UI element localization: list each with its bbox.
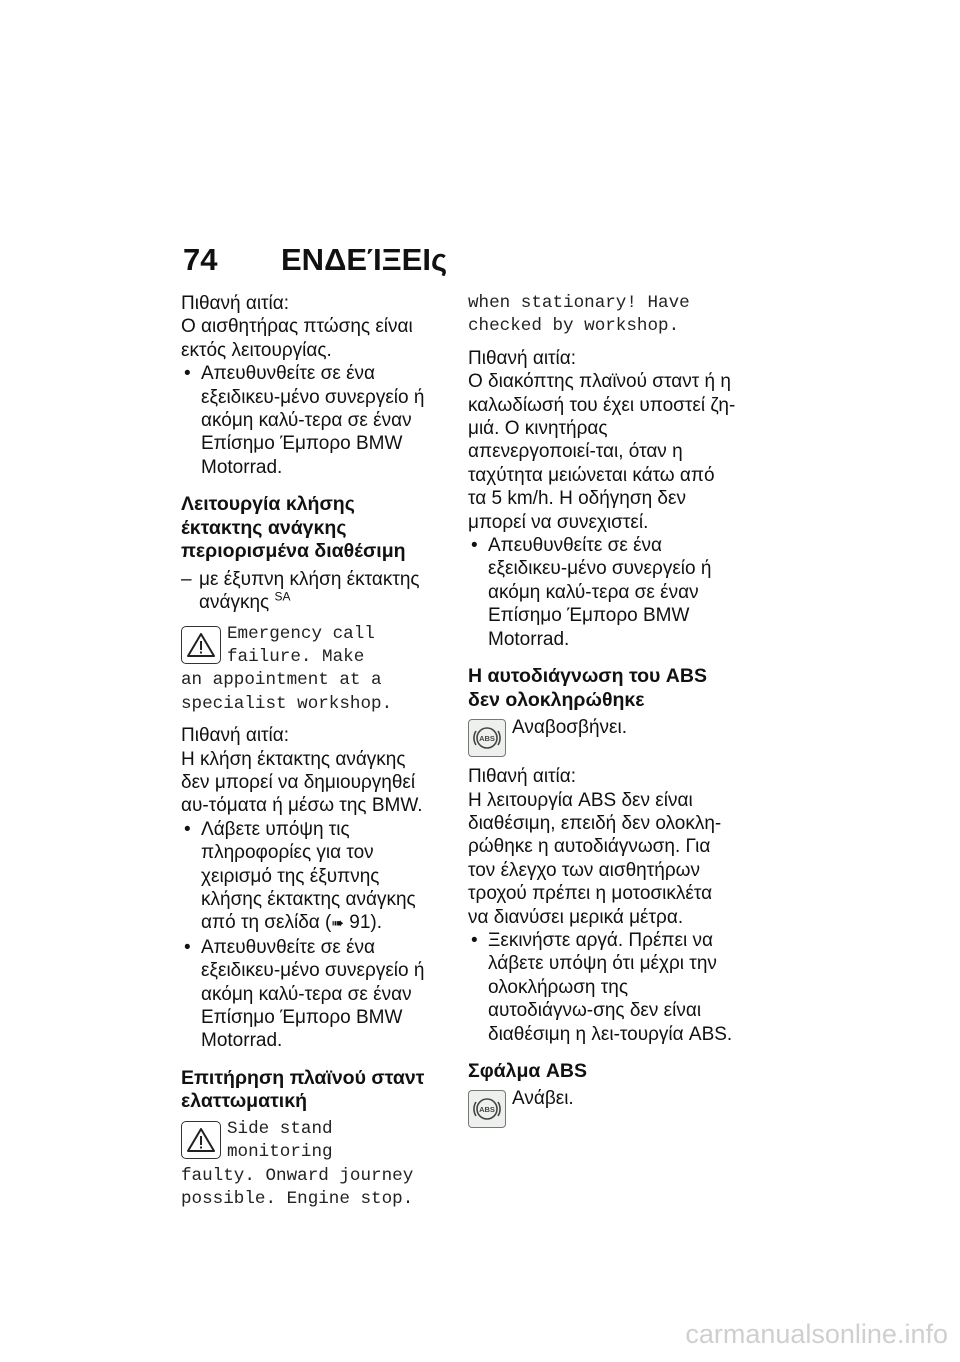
message-line: monitoring	[227, 1142, 333, 1163]
page-reference-arrow-icon: ➠	[331, 915, 344, 933]
section-heading: Λειτουργία κλήσης έκτακτης ανάγκης περιορισμένα διαθέσιμη	[181, 493, 406, 563]
section-heading: Η αυτοδιάγνωση του ABS δεν ολοκληρώθηκε	[468, 665, 707, 711]
abs-indicator-icon	[468, 1090, 506, 1128]
cause-text: Η λειτουργία ABS δεν είναι διαθέσιμη, επειδή δεν ολοκλη-ρώθηκε η αυτοδιάγνωση. Για τον έλεγχο των αισθητήρων τροχού πρέπει η μοτοσικλέτα να διανύσει μερικά μέτρα.	[468, 789, 722, 928]
bullet-item: • Ξεκινήστε αργά. Πρέπει να λάβετε υπόψη ότι μέχρι την ολοκλήρωση της αυτοδιάγνω-σης δεν είναι διαθέσιμη η λει-τουργία ABS.	[468, 929, 736, 1046]
abs-indicator-row	[468, 1087, 736, 1128]
warning-triangle-icon	[181, 1121, 221, 1159]
message-continuation: faulty. Onward journey possible. Engine stop.	[181, 1165, 414, 1210]
abs-icon-text: ABS	[479, 1105, 495, 1115]
warning-triangle-icon	[181, 626, 221, 664]
right-column	[468, 292, 736, 1136]
cause-text: Η κλήση έκτακτης ανάγκης δεν μπορεί να δημιουργηθεί αυ-τόματα ή μέσω της BMW.	[181, 748, 423, 817]
page-reference[interactable]: 91).	[349, 912, 382, 934]
page-header	[183, 242, 447, 278]
cause-label: Πιθανή αιτία:	[181, 725, 290, 747]
bullet-item: • Απευθυνθείτε σε ένα εξειδικευ-μένο συνεργείο ή ακόμη καλύ-τερα σε έναν Επίσημο Έμπορο BMW Motorrad.	[181, 936, 439, 1053]
message-line: failure. Make	[227, 646, 365, 667]
left-column	[181, 292, 439, 1220]
message-line: Emergency call	[227, 623, 375, 644]
warning-message-block	[181, 623, 439, 717]
dash-mark: –	[181, 568, 192, 590]
message-line: Side stand	[227, 1118, 333, 1139]
cause-label: Πιθανή αιτία:	[468, 347, 577, 369]
bullet-item: • Λάβετε υπόψη τις πληροφορίες για τον χειρισμό της έξυπνης κλήσης έκτακτης ανάγκης από τη σελίδα (➠ 91).	[181, 818, 439, 936]
message-continuation: when stationary! Have checked by workshop.	[468, 293, 690, 337]
bullet-item: • Απευθυνθείτε σε ένα εξειδικευ-μένο συνεργείο ή ακόμη καλύ-τερα σε έναν Επίσημο Έμπορο BMW Motorrad.	[181, 362, 439, 479]
section-heading: Επιτήρηση πλαϊνού σταντ ελαττωματική	[181, 1066, 425, 1113]
page-title: ΕΝΔΕΊΞΕΙς	[281, 242, 448, 277]
sa-superscript: SA	[274, 589, 291, 604]
bullet-item: • Απευθυνθείτε σε ένα εξειδικευ-μένο συνεργείο ή ακόμη καλύ-τερα σε έναν Επίσημο Έμπορο BMW Motorrad.	[468, 534, 736, 651]
cause-text: Ο διακόπτης πλαϊνού σταντ ή η καλωδίωσή του έχει υποστεί ζη-μιά. Ο κινητήρας απενεργοποιεί-ται, όταν η ταχύτητα μειώνεται κάτω από τα 5 km/h. Η οδήγηση δεν μπορεί να συνεχιστεί.	[468, 371, 736, 533]
dash-text: με έξυπνη κλήση έκτακτης ανάγκης	[199, 568, 420, 614]
dash-item	[181, 568, 439, 615]
abs-indicator-icon	[468, 719, 506, 757]
indicator-state: Αναβοσβήνει.	[512, 717, 628, 739]
bullet-text: Λάβετε υπόψη τις πληροφορίες για τον χειρισμό της έξυπνης κλήσης έκτακτης ανάγκης από τη σελίδα	[201, 818, 416, 934]
abs-icon-text: ABS	[479, 734, 495, 744]
abs-indicator-row	[468, 716, 736, 757]
watermark: carmanualsonline.info	[685, 1319, 948, 1349]
page-number: 74	[183, 242, 218, 277]
indicator-state: Ανάβει.	[512, 1088, 574, 1110]
section-heading: Σφάλμα ABS	[468, 1059, 587, 1082]
message-continuation: an appointment at a specialist workshop.	[181, 670, 393, 714]
cause-label: Πιθανή αιτία:	[181, 293, 290, 314]
cause-text: Ο αισθητήρας πτώσης είναι εκτός λειτουργίας.	[181, 316, 413, 361]
cause-label: Πιθανή αιτία:	[468, 766, 577, 788]
warning-message-block	[181, 1118, 439, 1212]
